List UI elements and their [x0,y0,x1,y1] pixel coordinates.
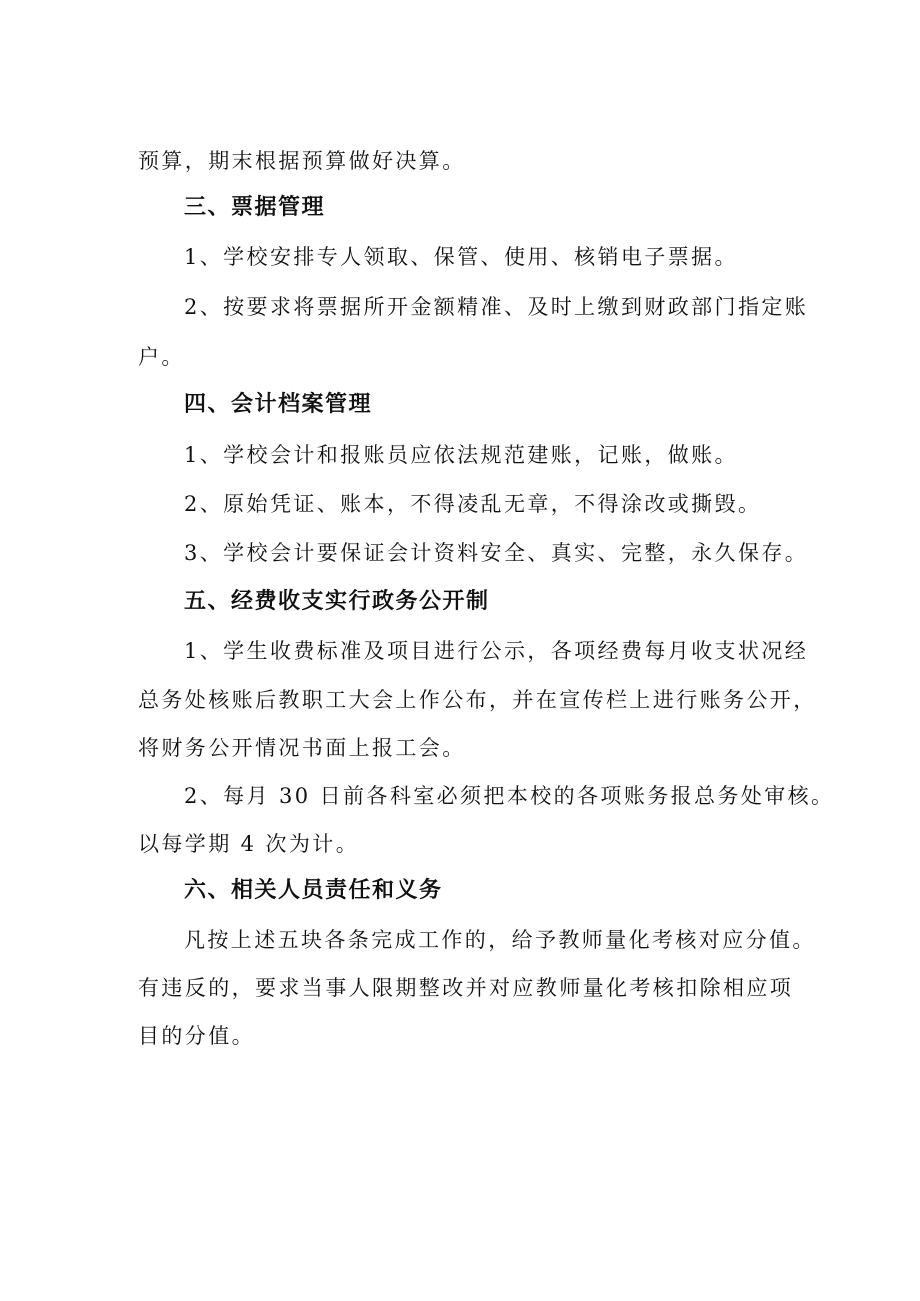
section-5-item-2-line-1: 2、每月 30 日前各科室必须把本校的各项账务报总务处审核。 [184,784,835,808]
section-3-item-2-line-2: 户。 [138,345,185,369]
section-4-item-2: 2、原始凭证、账本，不得凌乱无章，不得涂改或撕毁。 [184,492,762,516]
section-6-paragraph-line-2: 有违反的，要求当事人限期整改并对应教师量化考核扣除相应项 [138,976,794,1000]
section-4-item-3: 3、学校会计要保证会计资料安全、真实、完整，永久保存。 [184,541,809,565]
section-3-item-1: 1、学校安排专人领取、保管、使用、核销电子票据。 [184,245,738,269]
section-4-item-1: 1、学校会计和报账员应依法规范建账，记账，做账。 [184,443,738,467]
section-5-item-2-line-2: 以每学期 4 次为计。 [138,832,360,856]
section-4-heading: 四、会计档案管理 [184,392,373,417]
section-5-item-1-line-3: 将财务公开情况书面上报工会。 [138,736,466,760]
section-6-heading: 六、相关人员责任和义务 [184,878,443,903]
section-5-heading: 五、经费收支实行政务公开制 [184,589,490,614]
section-5-item-1-line-1: 1、学生收费标准及项目进行公示，各项经费每月收支状况经 [184,639,809,663]
section-3-item-2-line-1: 2、按要求将票据所开金额精准、及时上缴到财政部门指定账 [184,295,809,319]
section-3-heading: 三、票据管理 [184,195,326,220]
intro-paragraph-tail: 预算，期末根据预算做好决算。 [138,149,466,173]
section-6-paragraph-line-3: 目的分值。 [138,1024,255,1048]
section-5-item-1-line-2: 总务处核账后教职工大会上作公布，并在宣传栏上进行账务公开， [138,688,817,712]
section-6-paragraph-line-1: 凡按上述五块各条完成工作的，给予教师量化考核对应分值。 [184,928,816,952]
